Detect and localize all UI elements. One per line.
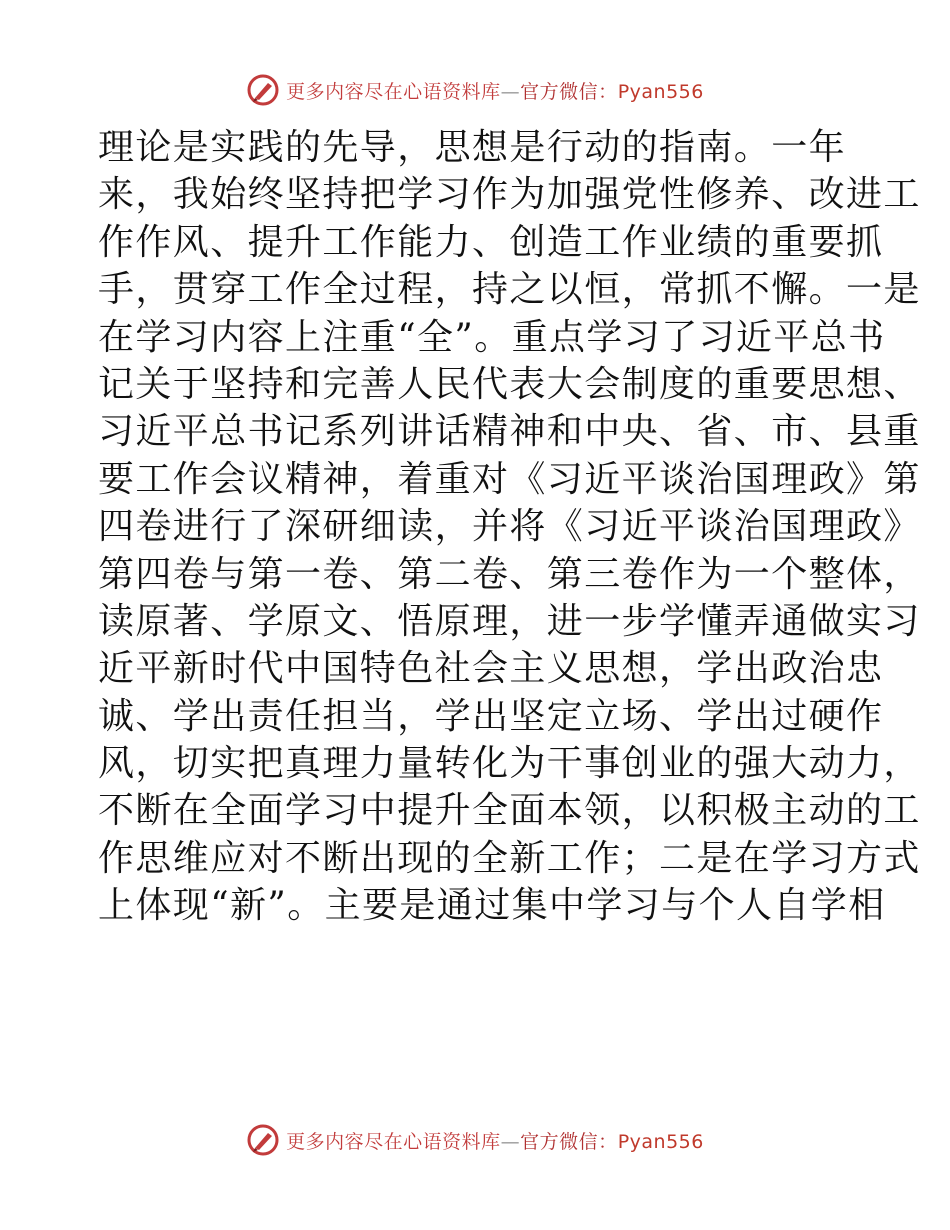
pen-circle-logo-icon — [246, 1123, 280, 1157]
paragraph-line: 手，贯穿工作全过程，持之以恒，常抓不懈。一是 — [98, 269, 921, 311]
paragraph-line: 风，切实把真理力量转化为干事创业的强大动力， — [98, 743, 921, 785]
paragraph-line: 理论是实践的先导，思想是行动的指南。一年 — [98, 127, 847, 168]
pen-circle-logo-icon — [246, 73, 280, 107]
paragraph-line: 在学习内容上注重“全”。重点学习了习近平总书 — [98, 316, 886, 358]
paragraph-line: 第四卷与第一卷、第二卷、第三卷作为一个整体， — [98, 553, 921, 595]
footer-watermark-banner — [0, 1120, 950, 1160]
footer-banner-text — [286, 1127, 704, 1154]
header-watermark-banner — [0, 70, 950, 110]
paragraph-line: 读原著、学原文、悟原理，进一步学懂弄通做实习 — [98, 600, 921, 642]
header-banner-text — [286, 77, 704, 104]
paragraph-line: 诚、学出责任担当，学出坚定立场、学出过硬作 — [98, 695, 884, 737]
paragraph-line: 作思维应对不断出现的全新工作；二是在学习方式 — [98, 837, 921, 879]
footer-separator: — — [500, 1130, 521, 1153]
footer-promo-text: 更多内容尽在心语资料库 — [286, 1130, 501, 1153]
footer-wechat-handle: Pyan556 — [617, 1130, 704, 1153]
paragraph-line: 不断在全面学习中提升全面本领，以积极主动的工 — [98, 790, 921, 832]
paragraph-line: 四卷进行了深研细读，并将《习近平谈治国理政》 — [98, 506, 921, 548]
header-official-label: 官方微信： — [520, 80, 618, 103]
paragraph-line: 来，我始终坚持把学习作为加强党性修养、改进工 — [98, 174, 921, 216]
paragraph-line: 近平新时代中国特色社会主义思想，学出政治忠 — [98, 648, 884, 690]
footer-official-label: 官方微信： — [520, 1130, 618, 1153]
paragraph-line: 作作风、提升工作能力、创造工作业绩的重要抓 — [98, 221, 884, 263]
paragraph-line: 记关于坚持和完善人民代表大会制度的重要思想、 — [98, 363, 921, 405]
paragraph-line: 要工作会议精神，着重对《习近平谈治国理政》第 — [98, 458, 921, 500]
paragraph-line: 习近平总书记系列讲话精神和中央、省、市、县重 — [98, 411, 921, 453]
document-body — [98, 124, 921, 930]
header-promo-text: 更多内容尽在心语资料库 — [286, 80, 501, 103]
header-separator: — — [500, 80, 521, 103]
paragraph-line: 上体现“新”。主要是通过集中学习与个人自学相 — [98, 885, 886, 927]
header-wechat-handle: Pyan556 — [617, 80, 704, 103]
